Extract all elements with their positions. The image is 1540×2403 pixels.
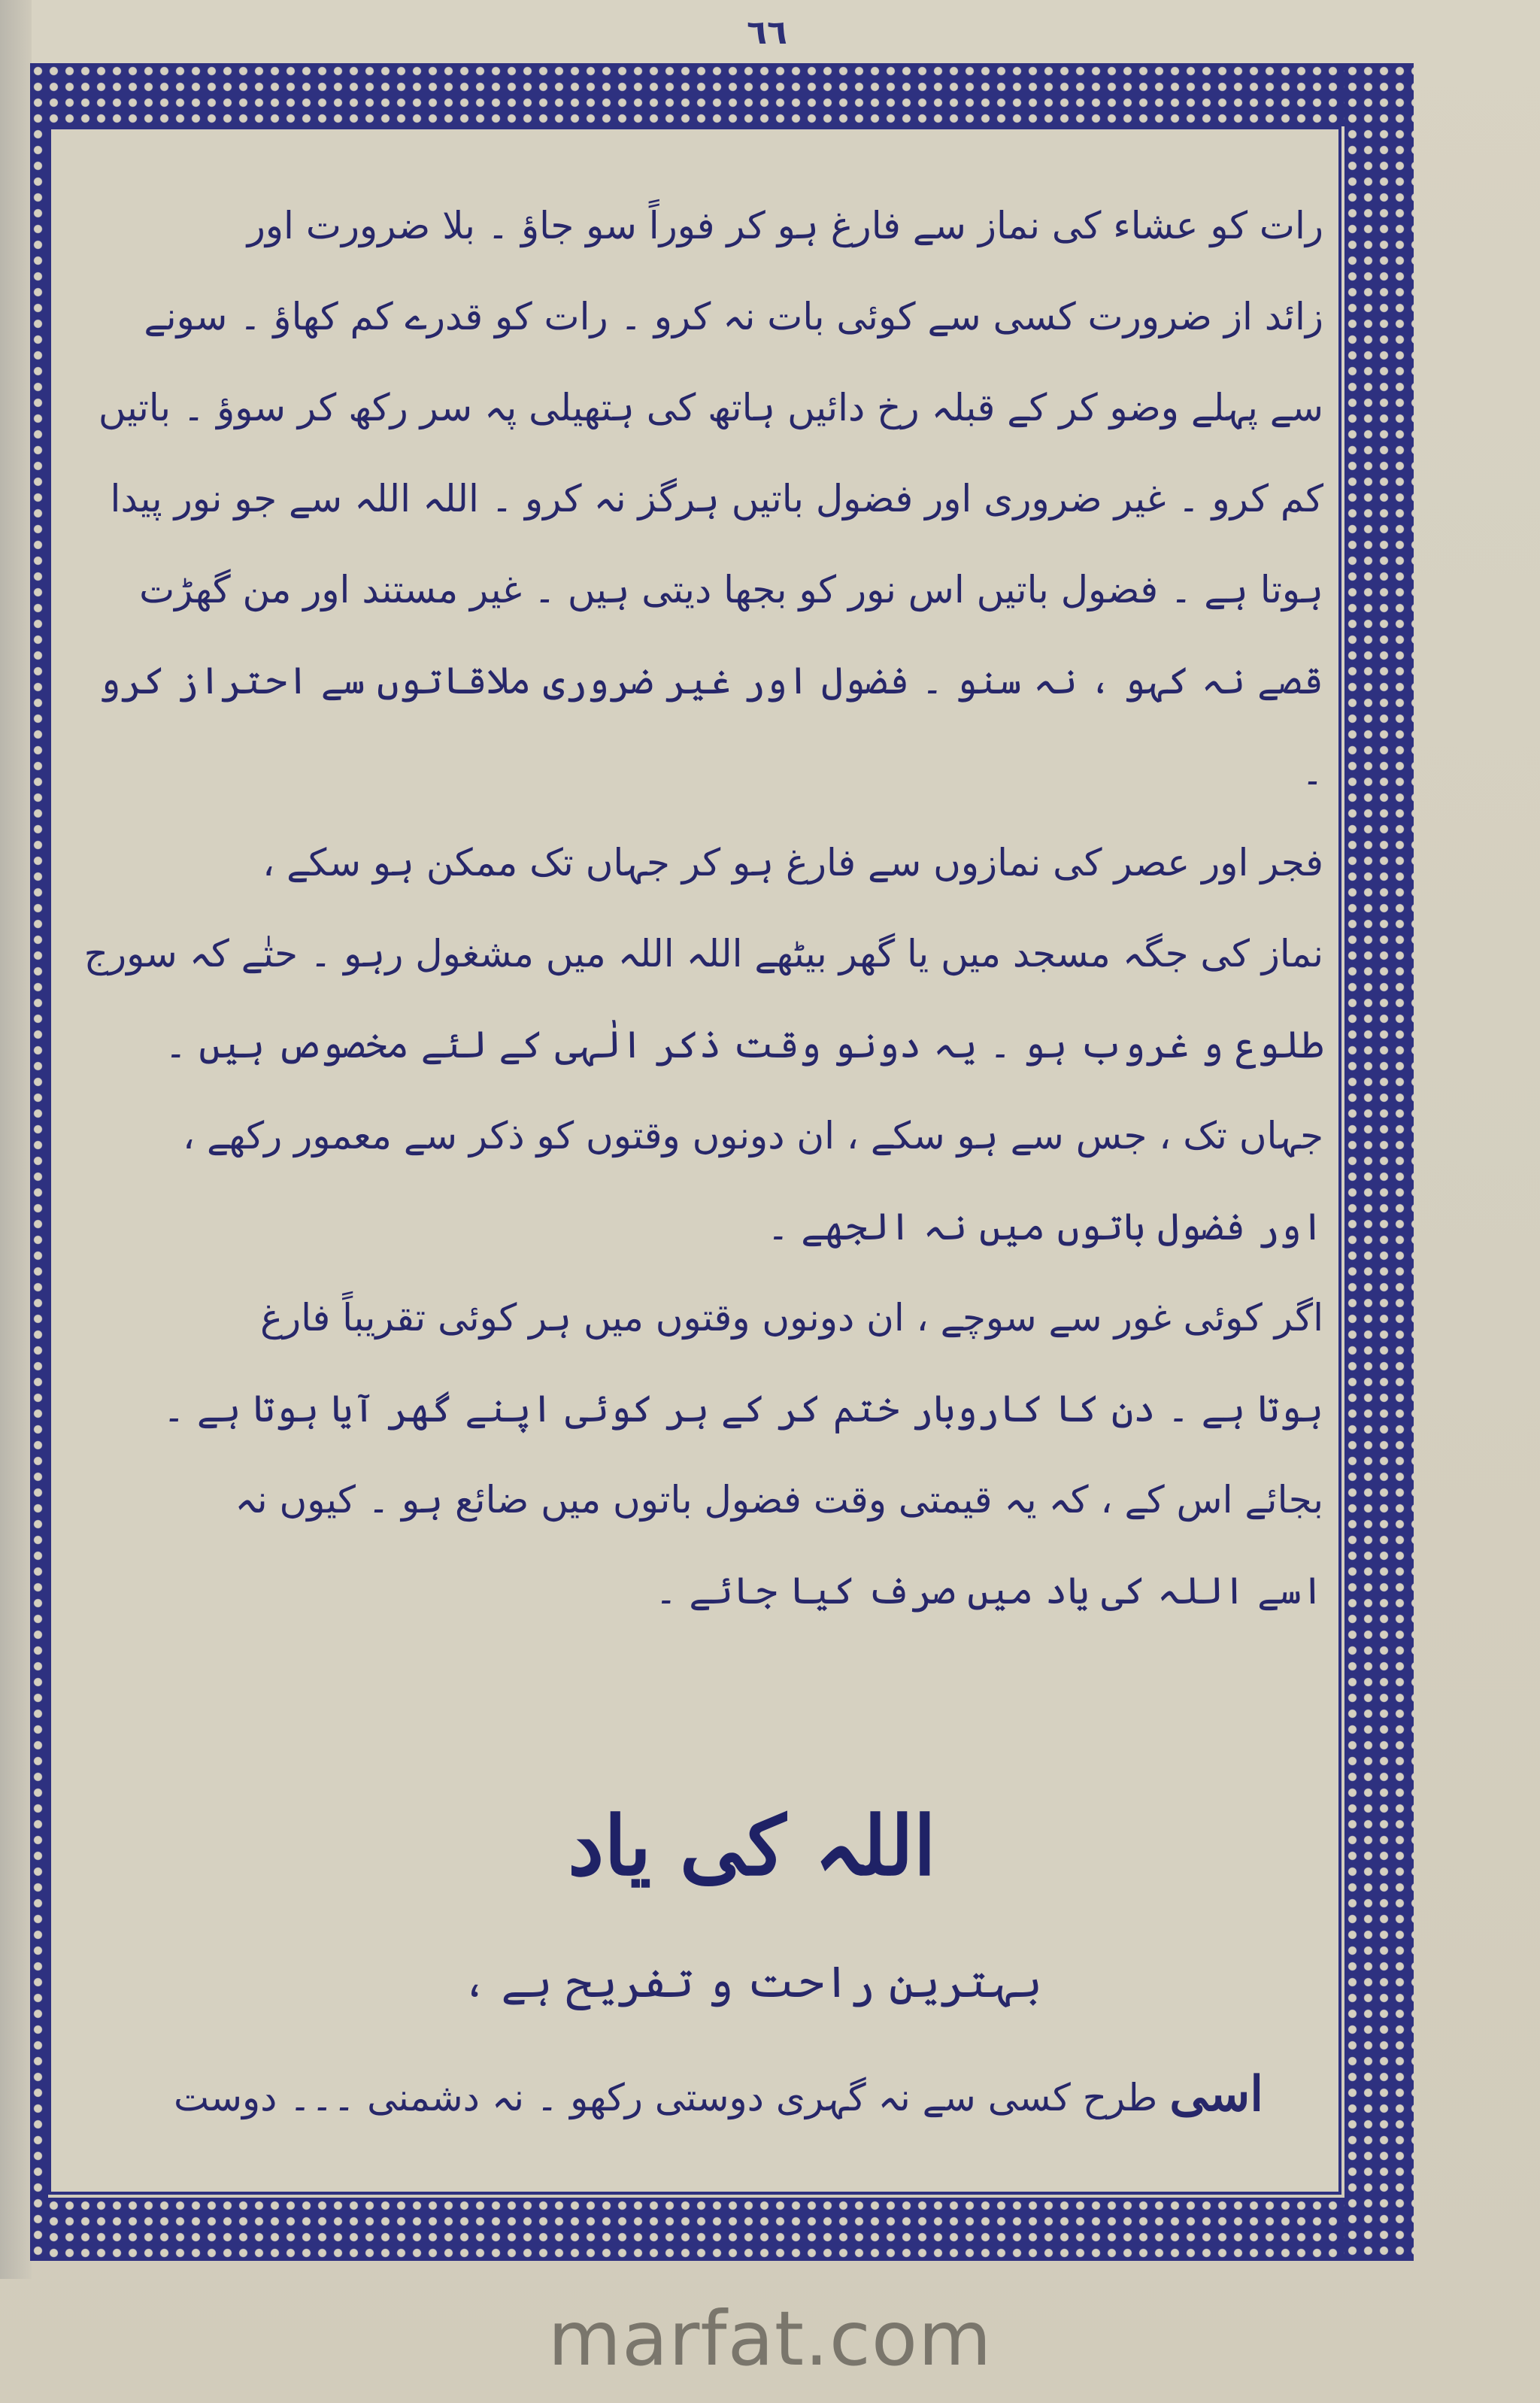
text-line: اسے اللہ کی یاد میں صرف کیا جائے ۔	[655, 1569, 1323, 1613]
ornamental-border-right	[1344, 63, 1414, 2261]
text-line: سے پہلے وضو کر کے قبلہ رخ دائیں ہاتھ کی ہتھیلی پہ سر رکھ کر سوؤ ۔ باتیں	[98, 386, 1323, 429]
paragraph-3	[68, 1273, 1323, 1637]
page-number: ٦٦	[747, 14, 787, 52]
text-line: زائد از ضرورت کسی سے کوئی بات نہ کرو ۔ رات کو قدرے کم کھاؤ ۔ سونے	[144, 295, 1323, 338]
paragraph-2	[68, 818, 1323, 1273]
text-line: طلوع و غروب ہو ۔ یہ دونو وقت ذکر الٰہی کے لئے مخصوص ہیں ۔	[165, 1023, 1323, 1066]
final-line-rest: طرح کسی سے نہ گہری دوستی رکھو ۔ نہ دشمنی ۔۔۔ دوست	[174, 2076, 1170, 2119]
text-line: کم کرو ۔ غیر ضروری اور فضول باتیں ہرگز نہ کرو ۔ اللہ اللہ سے جو نور پیدا	[110, 477, 1323, 520]
text-line: ہوتا ہے ۔ دن کا کاروبار ختم کر کے ہر کوئی اپنے گھر آیا ہوتا ہے ۔	[162, 1387, 1323, 1431]
text-line: بجائے اس کے ، کہ یہ قیمتی وقت فضول باتوں میں ضائع ہو ۔ کیوں نہ	[235, 1478, 1323, 1522]
section-heading: اللہ کی یاد	[568, 1799, 936, 1894]
ornamental-border-left	[30, 63, 48, 2261]
text-line: ہوتا ہے ۔ فضول باتیں اس نور کو بجھا دیتی ہیں ۔ غیر مستند اور من گھڑت	[139, 568, 1323, 611]
ornamental-border-bottom	[30, 2198, 1414, 2261]
page-gutter	[0, 0, 32, 2279]
text-line: نماز کی جگہ مسجد میں یا گھر بیٹھے اللہ اللہ میں مشغول رہو ۔ حتٰے کہ سورج	[83, 932, 1323, 975]
final-line-lead: اسی	[1169, 2066, 1263, 2122]
heading-subline: بہترین راحت و تفریح ہے ،	[462, 1956, 1042, 2007]
text-line: قصے نہ کہو ، نہ سنو ۔ فضول اور غیر ضروری ملاقاتوں سے احتراز کرو ۔	[99, 659, 1323, 793]
body-text	[68, 181, 1323, 1637]
text-line: فجر اور عصر کی نمازوں سے فارغ ہو کر جہاں تک ممکن ہو سکے ،	[262, 841, 1323, 884]
ornamental-border-top	[30, 63, 1414, 126]
site-watermark: marfat.com	[547, 2295, 993, 2383]
text-line: اور فضول باتوں میں نہ الجھے ۔	[767, 1205, 1323, 1249]
final-line	[120, 2053, 1263, 2136]
paragraph-1	[68, 181, 1323, 818]
text-line: اگر کوئی غور سے سوچے ، ان دونوں وقتوں میں ہر کوئی تقریباً فارغ	[260, 1296, 1323, 1340]
text-line: جہاں تک ، جس سے ہو سکے ، ان دونوں وقتوں کو ذکر سے معمور رکھے ،	[182, 1114, 1323, 1158]
text-line: رات کو عشاء کی نماز سے فارغ ہو کر فوراً سو جاؤ ۔ بلا ضرورت اور	[247, 204, 1323, 247]
